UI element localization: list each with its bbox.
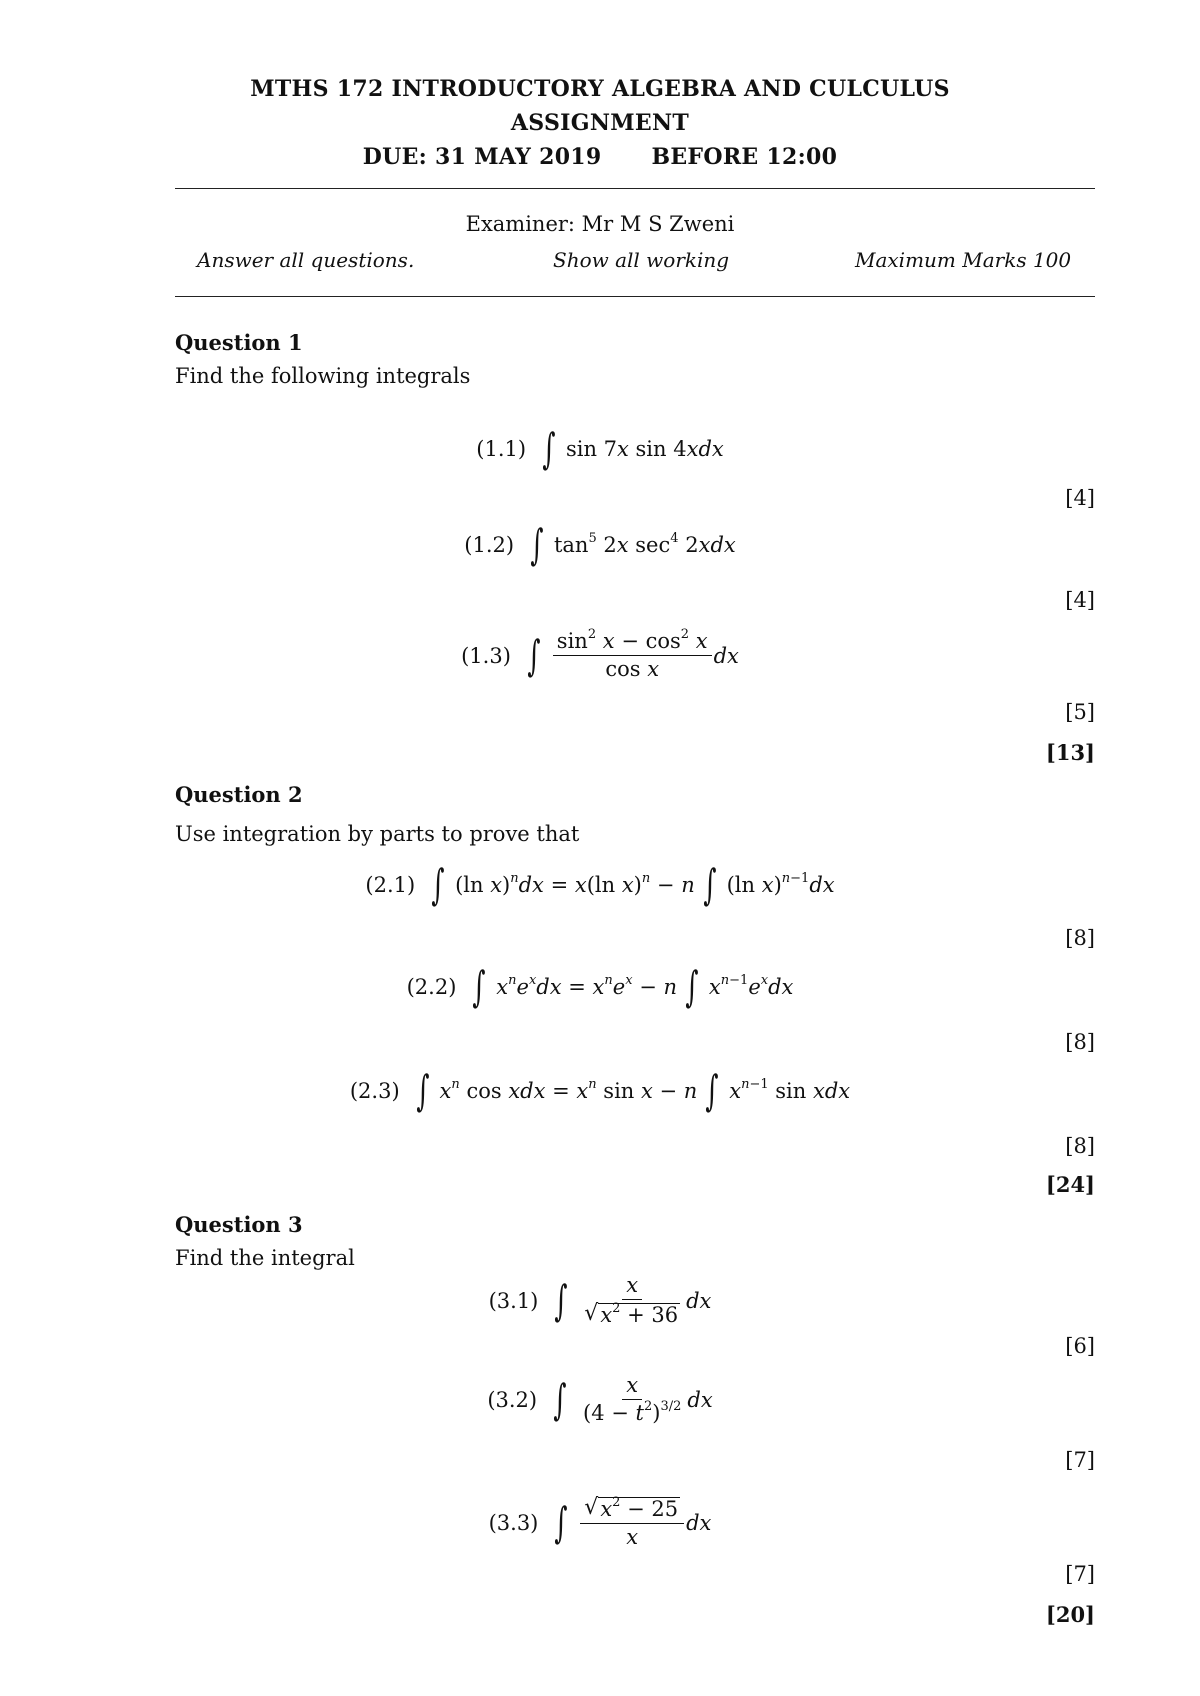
expression: $x^ne^xdx = x^ne^x - n$: [496, 973, 678, 999]
question-3-total: [20]: [1045, 1602, 1095, 1627]
answer-all-note: Answer all questions.: [197, 248, 415, 272]
equation-label: (1.3): [461, 643, 511, 668]
question-2-instruction: Use integration by parts to prove that: [175, 822, 580, 846]
integral-sign: ∫: [530, 520, 544, 569]
due-date: DUE: 31 MAY 2019: [362, 144, 602, 170]
question-3-instruction: Find the integral: [175, 1246, 355, 1270]
question-1-instruction: Find the following integrals: [175, 364, 471, 388]
equation-label: (3.3): [488, 1510, 539, 1535]
integral-sign: ∫: [416, 1066, 430, 1115]
fraction: $\frac{x}{(4 - t^2)^{3/2}}$: [583, 1373, 682, 1426]
examiner: Examiner: Mr M S Zweni: [465, 212, 735, 236]
fraction: √ $x^2 - 25$ x: [580, 1496, 684, 1549]
integral-sign: ∫: [472, 962, 486, 1011]
integral-sign: ∫: [553, 1374, 567, 1424]
equation-1-3: (1.3) ∫ $\frac{\sin^2 x - \cos^2 x}{\text{cos x}}$ dx: [461, 627, 739, 682]
equation-1-1: [0, 424, 1200, 473]
equation-label: (3.1): [488, 1288, 539, 1313]
equation-2-1: [0, 860, 1200, 909]
mark-3-1: [6]: [1065, 1334, 1095, 1358]
fraction: $\frac{\sin^2 x - \cos^2 x}{\text{cos x}}$: [553, 630, 712, 681]
mark-1-3: [5]: [1065, 700, 1095, 724]
integrand: sin 7x sin 4xdx: [565, 437, 724, 461]
fraction: x √ $x^2 + 36$: [584, 1273, 679, 1328]
equation-label: (2.1): [365, 873, 416, 897]
integrand: $\tan^5 2x$ $\sec^4 2xdx$: [553, 531, 736, 557]
mark-3-3: [7]: [1065, 1562, 1095, 1586]
mark-1-2: [4]: [1065, 588, 1095, 612]
mark-1-1: [4]: [1065, 486, 1095, 510]
expression: $x^n$ cos xdx = $x^n$ sin x − n: [439, 1077, 698, 1103]
mark-2-3: [8]: [1065, 1134, 1095, 1158]
assignment-title: ASSIGNMENT: [510, 110, 690, 136]
course-title: MTHS 172 INTRODUCTORY ALGEBRA AND CULCULUS: [250, 76, 950, 102]
equation-label: (1.1): [476, 437, 527, 461]
question-1-total: [13]: [1045, 740, 1095, 765]
equation-label: (2.3): [349, 1079, 400, 1103]
equation-label: (1.2): [464, 533, 515, 557]
integral-sign: ∫: [705, 1066, 719, 1115]
due-time: BEFORE 12:00: [651, 144, 838, 170]
equation-3-1: (3.1) ∫ x √ $x^2 + 36$ dx: [488, 1273, 712, 1328]
mark-2-1: [8]: [1065, 926, 1095, 950]
mark-3-2: [7]: [1065, 1448, 1095, 1472]
expression: (ln x)$^n$dx = x(ln x)$^n$ − n: [455, 871, 695, 897]
equation-label: (2.2): [406, 975, 457, 999]
equation-2-2: [0, 962, 1200, 1011]
equation-3-3: (3.3) ∫ √ $x^2 - 25$ x dx: [488, 1495, 712, 1550]
integral-sign: ∫: [685, 962, 699, 1011]
equation-3-2: (3.2) ∫ $\frac{x}{(4 - t^2)^{3/2}}$ dx: [487, 1373, 713, 1426]
expression-rest: $x^{n-1}$ sin xdx: [729, 1077, 851, 1103]
integral-sign: ∫: [542, 424, 556, 473]
equation-2-3: [0, 1066, 1200, 1115]
top-rule: [175, 188, 1095, 189]
due-line: [0, 144, 1200, 170]
integral-sign: ∫: [431, 860, 445, 909]
mark-2-2: [8]: [1065, 1030, 1095, 1054]
equation-label: (3.2): [487, 1387, 538, 1412]
equation-1-2: [0, 520, 1200, 569]
show-working-note: Show all working: [553, 248, 730, 272]
integral-sign: ∫: [554, 1497, 568, 1547]
expression-rest: (ln x)$^{n-1}$dx: [726, 871, 835, 897]
bottom-rule: [175, 296, 1095, 297]
expression-rest: $x^{n-1}e^xdx$: [708, 973, 794, 999]
integral-sign: ∫: [554, 1275, 568, 1325]
question-2-total: [24]: [1045, 1172, 1095, 1197]
integral-sign: ∫: [527, 630, 541, 680]
maximum-marks-note: Maximum Marks 100: [855, 248, 1072, 272]
question-3-heading: Question 3: [175, 1212, 303, 1237]
integral-sign: ∫: [703, 860, 717, 909]
question-1-heading: Question 1: [175, 330, 303, 355]
question-2-heading: Question 2: [175, 782, 303, 807]
